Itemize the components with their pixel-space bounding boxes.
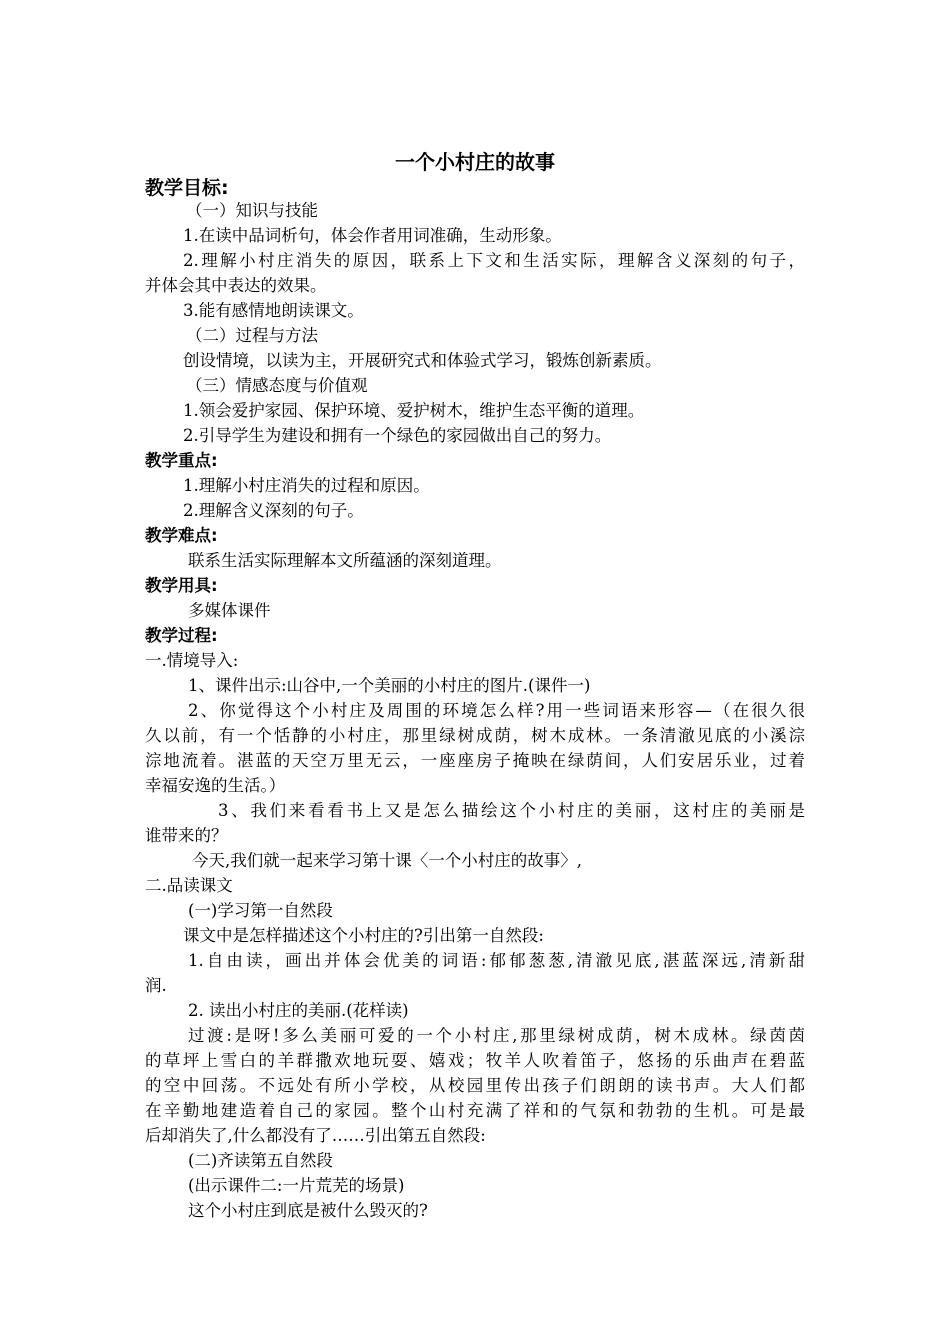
- transition-line-4: 在辛勤地建造着自己的家园。整个山村充满了祥和的气氛和勃勃的生机。可是最: [145, 1101, 805, 1120]
- key-point-1: 1.理解小村庄消失的过程和原因。: [183, 476, 430, 495]
- teaching-tools-text: 多媒体课件: [188, 601, 271, 620]
- difficulty-text: 联系生活实际理解本文所蕴涵的深刻道理。: [188, 551, 502, 570]
- goal-line-3: 3.能有感情地朗读课文。: [183, 301, 364, 320]
- process-step-2a: 2、你觉得这个小村庄及周围的环境怎么样?用一些词语来形容—（在很久很: [188, 701, 805, 720]
- goal-line-1: 1.在读中品词析句，体会作者用词准确，生动形象。: [183, 226, 562, 245]
- heading-key-points: 教学重点:: [145, 451, 218, 470]
- intro-today: 今天,我们就一起来学习第十课〈一个小村庄的故事〉,: [192, 851, 582, 870]
- subheading-process-method: （二）过程与方法: [186, 326, 318, 345]
- heading-teaching-process: 教学过程:: [145, 626, 218, 645]
- subheading-knowledge-skills: （一）知识与技能: [186, 201, 318, 220]
- reading-step-1b: 润.: [145, 976, 167, 995]
- subsection-paragraph-1: (一)学习第一自然段: [188, 901, 333, 920]
- process-step-3a: 3、我们来看看书上又是怎么描绘这个小村庄的美丽，这村庄的美丽是: [218, 801, 805, 820]
- paragraph-1-question: 课文中是怎样描述这个小村庄的?引出第一自然段:: [183, 926, 544, 945]
- subsection-paragraph-5: (二)齐读第五自然段: [188, 1151, 333, 1170]
- heading-difficulties: 教学难点:: [145, 526, 218, 545]
- transition-line-1: 过渡:是呀!多么美丽可爱的一个小村庄,那里绿树成荫，树木成林。绿茵茵: [188, 1026, 805, 1045]
- goal-line-2a: 2.理解小村庄消失的原因，联系上下文和生活实际，理解含义深刻的句子，: [183, 251, 805, 270]
- heading-teaching-goals: 教学目标:: [145, 177, 229, 199]
- transition-line-5: 后却消失了,什么都没有了……引出第五自然段:: [145, 1126, 486, 1145]
- reading-step-2: 2. 读出小村庄的美丽.(花样读): [188, 1001, 409, 1020]
- heading-teaching-tools: 教学用具:: [145, 576, 218, 595]
- goal-line-2b: 并体会其中表达的效果。: [145, 276, 327, 295]
- courseware-2-note: (出示课件二:一片荒芜的场景): [188, 1176, 405, 1195]
- process-method-text: 创设情境，以读为主，开展研究式和体验式学习，锻炼创新素质。: [183, 351, 662, 370]
- process-step-1: 1、课件出示:山谷中,一个美丽的小村庄的图片.(课件一): [188, 676, 591, 695]
- process-step-2d: 幸福安逸的生活。）: [145, 776, 286, 795]
- process-step-2c: 淙地流着。湛蓝的天空万里无云，一座座房子掩映在绿荫间，人们安居乐业，过着: [145, 751, 805, 770]
- transition-line-2: 的草坪上雪白的羊群撒欢地玩耍、嬉戏；牧羊人吹着笛子，悠扬的乐曲声在碧蓝: [145, 1051, 805, 1070]
- process-step-3b: 谁带来的？: [145, 826, 228, 845]
- final-question: 这个小村庄到底是被什么毁灭的?: [188, 1201, 428, 1220]
- process-step-2b: 久以前，有一个恬静的小村庄，那里绿树成荫，树木成林。一条清澈见底的小溪淙: [145, 726, 805, 745]
- reading-step-1a: 1.自由读，画出并体会优美的词语:郁郁葱葱,清澈见底,湛蓝深远,清新甜: [188, 951, 805, 970]
- section-1-heading: 一.情境导入:: [145, 651, 239, 670]
- document-title: 一个小村庄的故事: [395, 150, 555, 174]
- subheading-emotion-values: （三）情感态度与价值观: [186, 376, 368, 395]
- emotion-line-2: 2.引导学生为建设和拥有一个绿色的家园做出自己的努力。: [183, 426, 612, 445]
- key-point-2: 2.理解含义深刻的句子。: [183, 501, 364, 520]
- section-2-heading: 二.品读课文: [145, 876, 233, 895]
- emotion-line-1: 1.领会爱护家园、保护环境、爱护树木，维护生态平衡的道理。: [183, 401, 645, 420]
- transition-line-3: 的空中回荡。不远处有所小学校，从校园里传出孩子们朗朗的读书声。大人们都: [145, 1076, 805, 1095]
